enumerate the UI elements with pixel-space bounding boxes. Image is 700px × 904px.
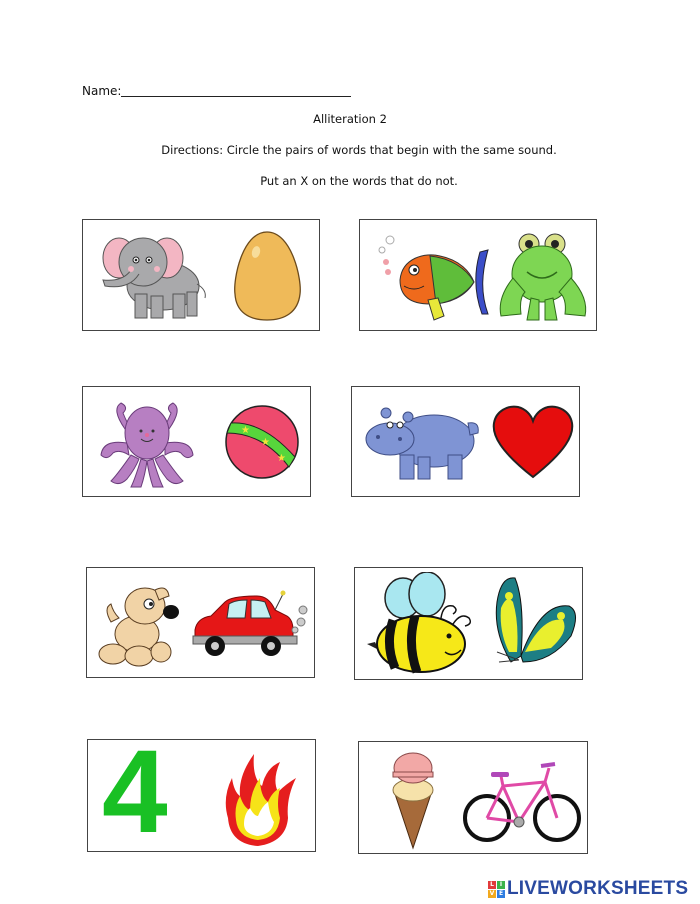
logo-letter-l: L [488, 881, 496, 889]
car-image [191, 588, 311, 662]
butterfly-image [491, 572, 581, 676]
logo-letter-e: E [498, 890, 504, 897]
svg-text:★: ★ [241, 425, 250, 436]
hippo-image [360, 405, 484, 485]
pair-box-fish-frog[interactable] [359, 219, 597, 331]
egg-image [230, 230, 305, 322]
logo-live-grid-icon [488, 881, 505, 898]
ball-image [223, 403, 301, 481]
name-label: Name: [82, 84, 122, 98]
frog-image [495, 228, 593, 324]
pair-box-elephant-egg[interactable] [82, 219, 320, 331]
dog-image [97, 582, 183, 668]
pair-box-dog-car[interactable] [86, 567, 315, 678]
logo-brand-text: LIVEWORKSHEETS [507, 878, 689, 899]
pair-box-octopus-ball[interactable] [82, 386, 311, 497]
logo-letter-i: I [497, 881, 505, 889]
elephant-image [93, 228, 213, 326]
directions-line-1: Directions: Circle the pairs of words that begin with the same sound. [161, 143, 557, 157]
number-four-image: 4 [102, 726, 168, 858]
svg-text:★: ★ [277, 453, 286, 464]
directions-line-2: Put an X on the words that do not. [260, 174, 458, 188]
pair-box-icecream-bike[interactable] [358, 741, 588, 854]
worksheet-title: Alliteration 2 [313, 112, 387, 126]
bicycle-image [463, 758, 583, 844]
pair-box-four-fire[interactable] [87, 726, 316, 858]
octopus-image [97, 399, 197, 489]
fire-image [216, 748, 300, 848]
fish-image [370, 232, 490, 322]
heart-image [490, 403, 576, 481]
liveworksheets-logo[interactable] [488, 878, 688, 900]
logo-letter-v: V [489, 890, 495, 897]
svg-text:★: ★ [261, 437, 270, 448]
pair-box-hippo-heart[interactable] [351, 386, 580, 497]
name-blank-line[interactable] [121, 96, 351, 97]
pair-box-bee-butterfly[interactable] [354, 567, 583, 680]
ice-cream-image [389, 750, 439, 850]
bee-image [365, 572, 477, 676]
